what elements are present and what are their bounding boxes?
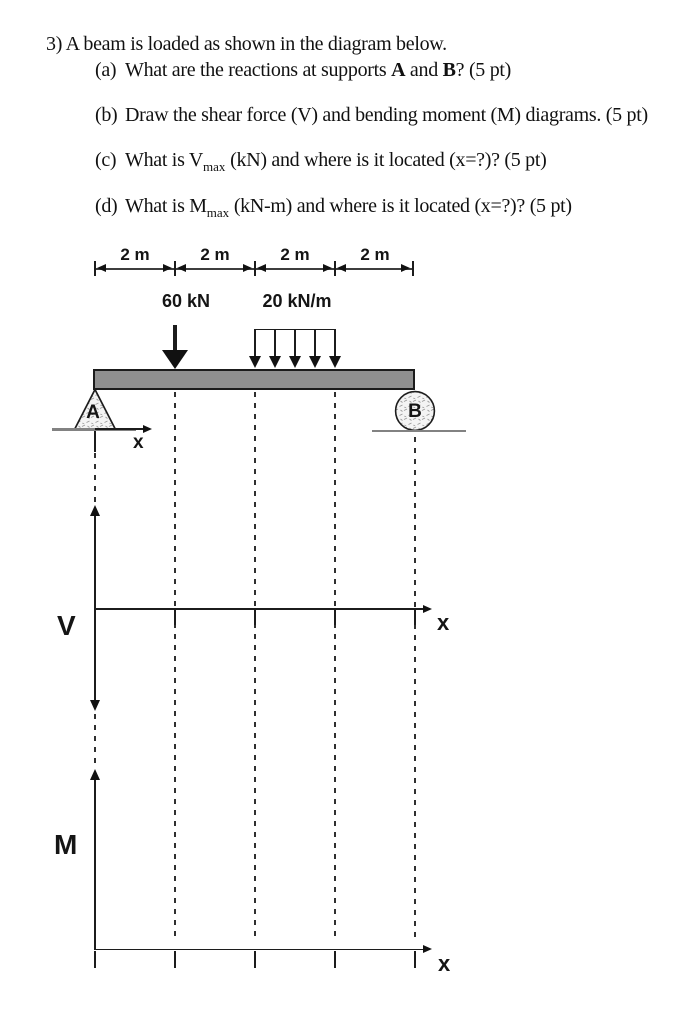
v-x-label: x	[437, 610, 450, 635]
beam	[93, 369, 415, 390]
m-axis-label: M	[54, 829, 78, 860]
dim-label-2: 2 m	[200, 245, 230, 264]
dim-arrow-left-icon	[97, 264, 106, 272]
point-load-label: 60 kN	[161, 291, 211, 311]
problem-intro	[46, 33, 447, 56]
question-d-text: What is $M_{max}$ (kN-m) and where is it located (x=?)? (5 pt)	[125, 195, 572, 220]
v-x-axis	[95, 608, 424, 610]
beam-x-label: x	[133, 432, 144, 453]
support-b-ref: B	[442, 59, 456, 81]
question-c	[95, 149, 546, 175]
dashed-line-x6	[334, 392, 336, 940]
problem-intro-text: 3) A beam is loaded as shown in the diagram below.	[46, 33, 447, 55]
question-b-label: (b)	[95, 104, 118, 126]
support-b-label: B	[408, 401, 422, 422]
question-c-label: (c)	[95, 149, 117, 171]
question-d	[95, 195, 572, 221]
dim-label-1: 2 m	[120, 245, 150, 264]
m-x-axis	[95, 949, 424, 951]
v-axis-down-arrowhead-icon	[90, 700, 100, 711]
question-b-text: Draw the shear force (V) and bending moment (M) diagrams. (5 pt)	[125, 104, 648, 126]
support-a-ref: A	[391, 59, 406, 81]
question-c-text: What is $V_{max}$ (kN) and where is it located (x=?)? (5 pt)	[125, 149, 547, 174]
m-vertical-axis	[94, 779, 96, 950]
question-b	[95, 104, 648, 127]
udl-label: 20 kN/m	[262, 291, 332, 311]
v-axis-up-arrowhead-icon	[90, 505, 100, 516]
v-axis-label: V	[57, 610, 76, 641]
dashed-line-x4	[254, 392, 256, 940]
dim-label-4: 2 m	[360, 245, 390, 264]
v-x-arrowhead-icon	[423, 605, 432, 613]
dashed-line-x0-upper	[94, 453, 96, 505]
dashed-line-x0-lower	[94, 714, 96, 768]
point-load-arrowhead-icon	[162, 350, 188, 369]
question-d-label: (d)	[95, 195, 118, 217]
question-a	[95, 59, 511, 82]
question-a-label: (a)	[95, 59, 117, 81]
m-axis-up-arrowhead-icon	[90, 769, 100, 780]
dim-label-3: 2 m	[280, 245, 310, 264]
dashed-line-x8	[414, 437, 416, 940]
question-a-text: What are the reactions at supports A and B? (5 pt)	[125, 59, 512, 81]
ground-line-b	[372, 430, 466, 433]
m-x-arrowhead-icon	[423, 945, 432, 953]
dim-arrow-right-icon	[401, 264, 410, 272]
dashed-line-x2	[174, 392, 176, 940]
support-a-label: A	[86, 402, 100, 423]
m-x-label: x	[438, 951, 451, 976]
beam-x-arrowhead-icon	[143, 425, 152, 433]
